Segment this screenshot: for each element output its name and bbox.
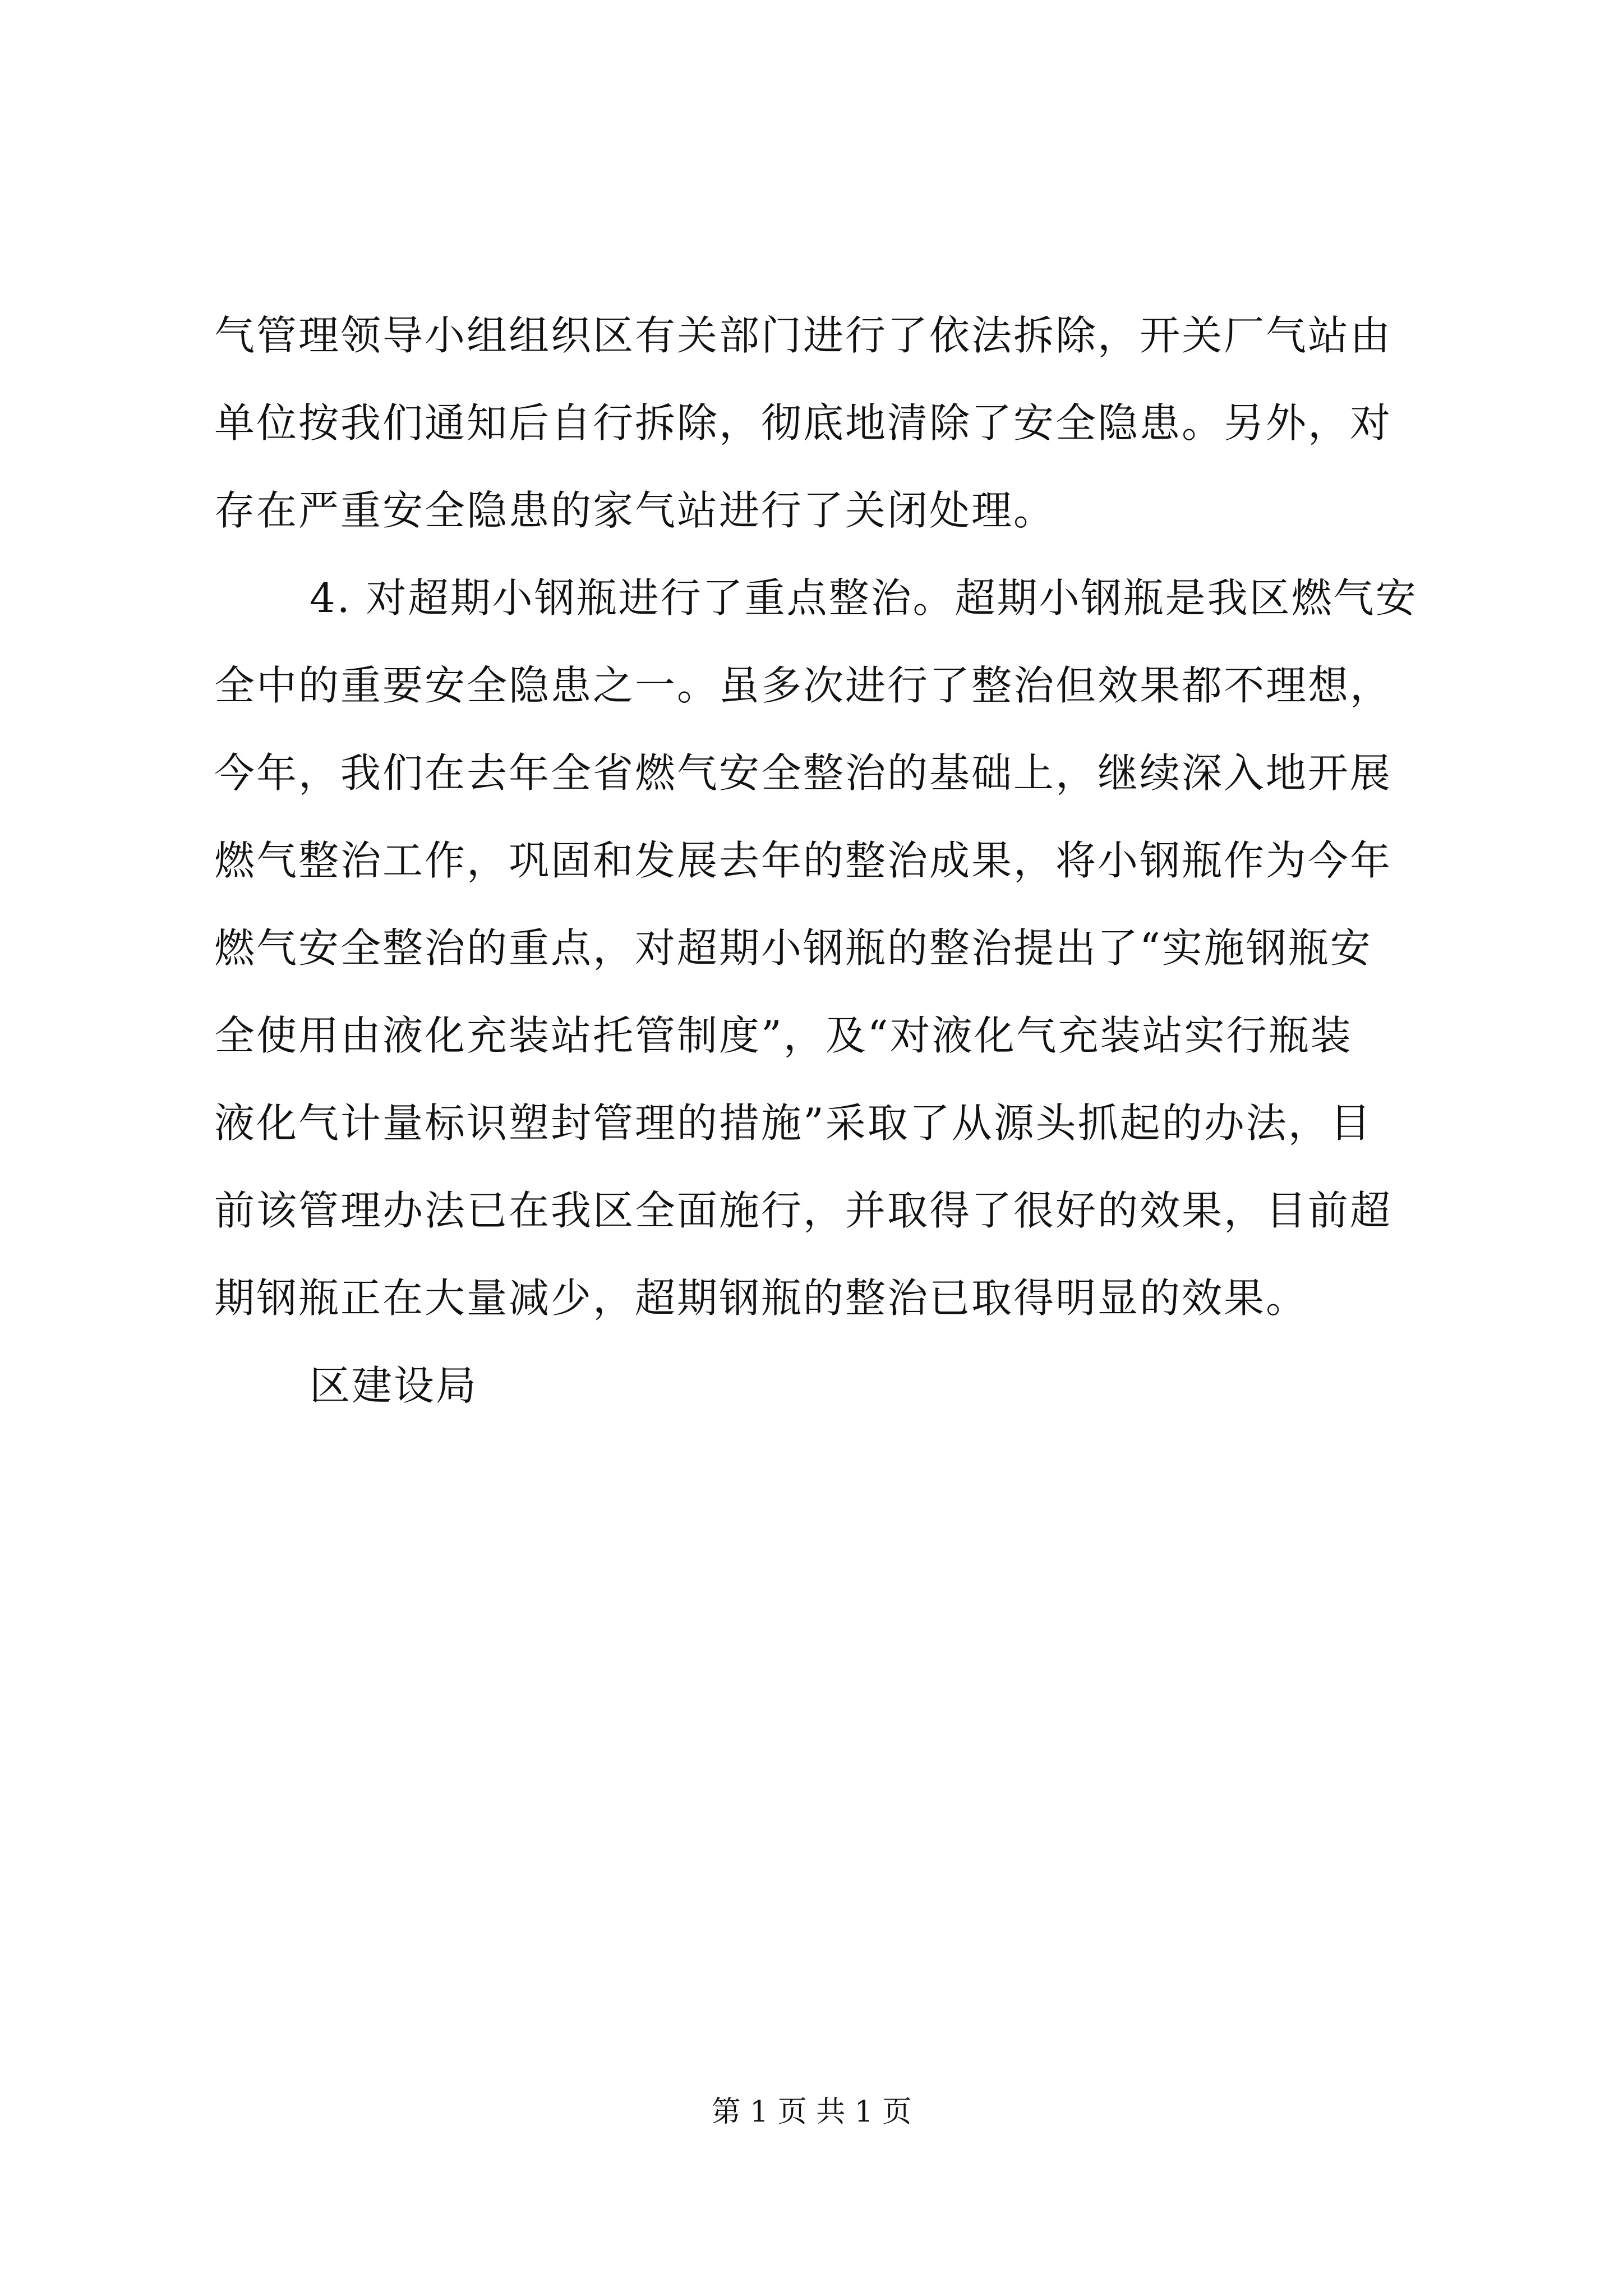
paragraph-line: 前该管理办法已在我区全面施行，并取得了很好的效果，目前超 [214, 1187, 1393, 1234]
paragraph-line: 燃气安全整治的重点，对超期小钢瓶的整治提出了“实施钢瓶安 [214, 924, 1372, 972]
signature: 区建设局 [310, 1362, 478, 1409]
page-footer: 第 1 页 共 1 页 [711, 2095, 912, 2129]
paragraph-line: 全中的重要安全隐患之一。虽多次进行了整治但效果都不理想， [214, 662, 1393, 709]
paragraph-line: 今年，我们在去年全省燃气安全整治的基础上，继续深入地开展 [214, 749, 1393, 797]
paragraph-line: 4. 对超期小钢瓶进行了重点整治。超期小钢瓶是我区燃气安 [310, 574, 1418, 622]
paragraph-line: 燃气整治工作，巩固和发展去年的整治成果，将小钢瓶作为今年 [214, 837, 1393, 884]
paragraph-line: 存在严重安全隐患的家气站进行了关闭处理。 [214, 487, 1056, 534]
document-body [214, 292, 1426, 1429]
paragraph-line: 期钢瓶正在大量减少，超期钢瓶的整治已取得明显的效果。 [214, 1274, 1308, 1322]
paragraph-line: 单位按我们通知后自行拆除，彻底地清除了安全隐患。另外，对 [214, 399, 1393, 447]
paragraph-line: 液化气计量标识塑封管理的措施”采取了从源头抓起的办法，目 [214, 1099, 1372, 1147]
paragraph-line: 气管理领导小组组织区有关部门进行了依法拆除，开关厂气站由 [214, 312, 1393, 359]
paragraph-line: 全使用由液化充装站托管制度”，及“对液化气充装站实行瓶装 [214, 1012, 1353, 1059]
